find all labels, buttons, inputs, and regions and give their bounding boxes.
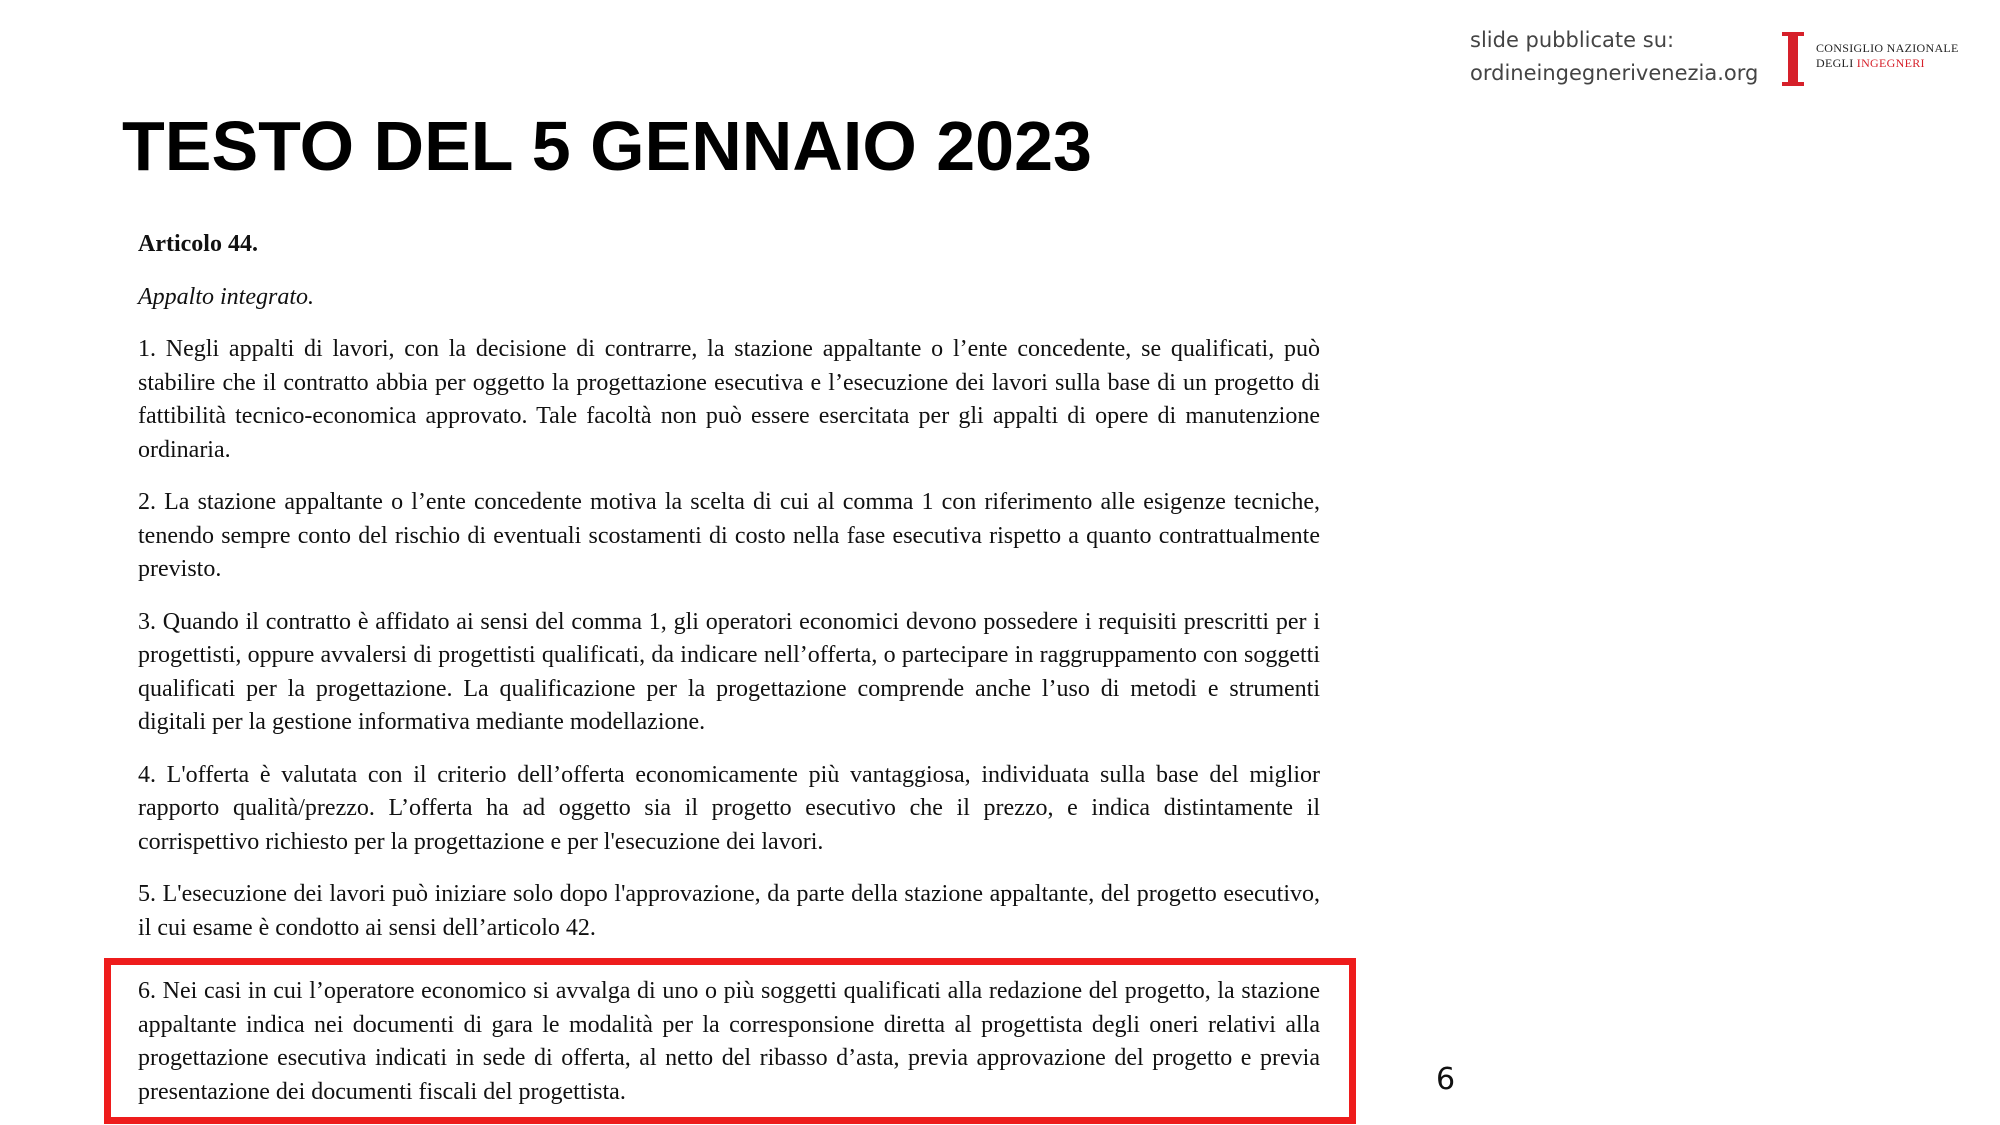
page-number: 6 [1436, 1062, 1456, 1097]
article-paragraph-3: 3. Quando il contratto è affidato ai sensi del comma 1, gli operatori economici devono possedere i requisiti prescritti per i progettisti, oppure avvalersi di progettisti qualificati, da indicare nell’offerta, o partecipare in raggruppamento con soggetti qualificati per la progettazione. La qualificazione per la progettazione comprende anche l’uso di metodi e strumenti digitali per la gestione informativa mediante modellazione. [138, 608, 1320, 735]
publication-note-label: slide pubblicate su: [1470, 28, 1675, 52]
publication-note [1470, 24, 1758, 90]
article-heading: Articolo 44. [138, 231, 258, 257]
logo-line-1: CONSIGLIO NAZIONALE [1816, 41, 1959, 55]
logo-line-2-accent: INGEGNERI [1856, 56, 1925, 70]
article-paragraph-6-highlighted: 6. Nei casi in cui l’operatore economico si avvalga di uno o più soggetti qualificati alla redazione del progetto, la stazione appaltante indica nei documenti di gara le modalità per la corresponsione diretta al progettista degli oneri relativi alla progettazione esecutiva indicati in sede di offerta, al netto del ribasso d’asta, previa approvazione del progetto e previa presentazione dei documenti fiscali del progettista. [138, 978, 1320, 1105]
cni-logo [1782, 28, 1972, 88]
publication-note-url: ordineingegnerivenezia.org [1470, 61, 1759, 85]
article-paragraph-5: 5. L'esecuzione dei lavori può iniziare solo dopo l'approvazione, da parte della stazione appaltante, del progetto esecutivo, il cui esame è condotto ai sensi dell’articolo 42. [138, 881, 1320, 941]
logo-line-2-prefix: DEGLI [1816, 56, 1857, 70]
article-document [138, 228, 1320, 964]
slide-title: TESTO DEL 5 GENNAIO 2023 [122, 107, 1092, 185]
article-subheading: Appalto integrato. [138, 283, 314, 310]
article-paragraph-4: 4. L'offerta è valutata con il criterio dell’offerta economicamente più vantaggiosa, individuata sulla base del miglior rapporto qualità/prezzo. L’offerta ha ad oggetto sia il progetto esecutivo che il prezzo, e indica distintamente il corrispettivo richiesto per la progettazione e per l'esecuzione dei lavori. [138, 761, 1320, 855]
article-paragraph-2: 2. La stazione appaltante o l’ente concedente motiva la scelta di cui al comma 1 con riferimento alle esigenze tecniche, tenendo sempre conto del rischio di eventuali scostamenti di costo nella fase esecutiva rispetto a quanto contrattualmente previsto. [138, 489, 1320, 582]
logo-text [1816, 41, 1959, 71]
logo-line-2 [1816, 56, 1959, 71]
article-paragraph-1: 1. Negli appalti di lavori, con la decisione di contrarre, la stazione appaltante o l’ente concedente, se qualificati, può stabilire che il contratto abbia per oggetto la progettazione esecutiva e l’esecuzione dei lavori sulla base di un progetto di fattibilità tecnico-economica approvato. Tale facoltà non può essere esercitata per gli appalti di opere di manutenzione ordinaria. [138, 336, 1320, 463]
logo-mark-icon [1788, 32, 1798, 86]
